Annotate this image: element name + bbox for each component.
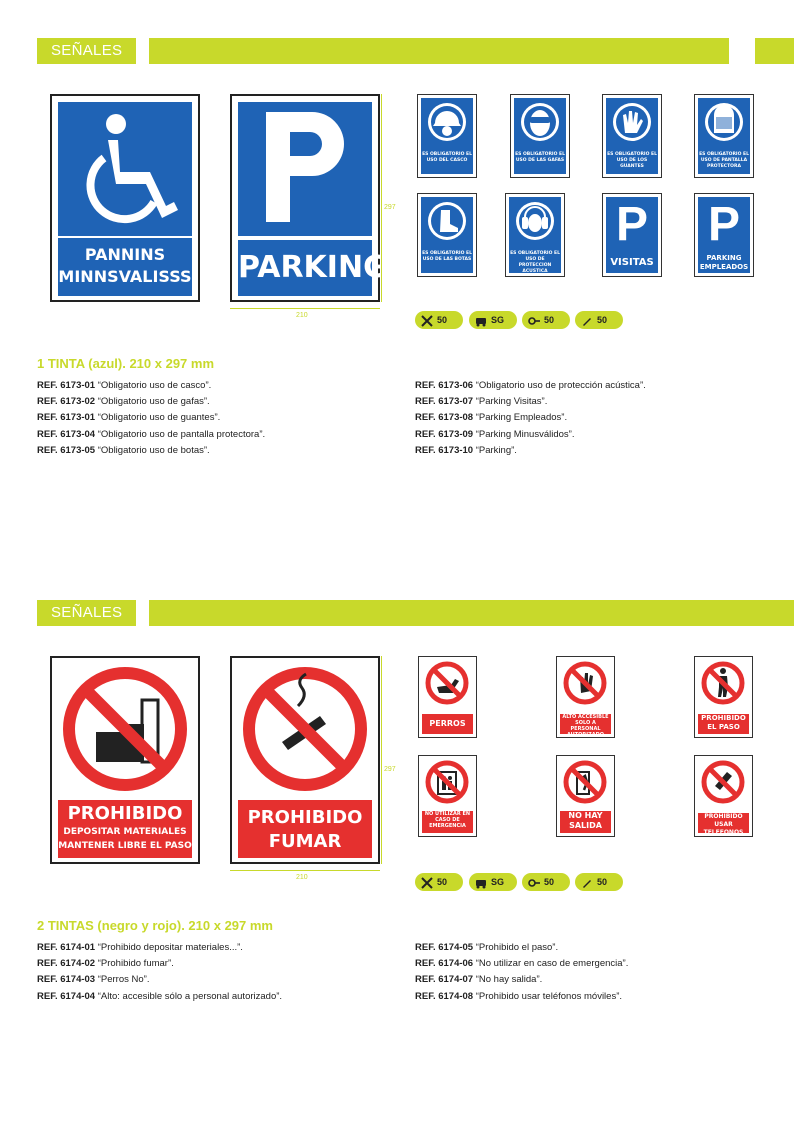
spec-pill: 50 [415, 873, 463, 891]
spec-pill: 50 [522, 873, 570, 891]
list-item: REF. 6174-04 “Alto: accesible sólo a personal autorizado”. [37, 990, 283, 1002]
mobile-phone-icon [701, 760, 745, 804]
pedestrian-icon [701, 661, 745, 705]
list-item: REF. 6173-04 “Obligatorio uso de pantalla protectora”. [37, 428, 266, 440]
key-icon [528, 877, 540, 889]
list-item: REF. 6174-01 “Prohibido depositar materiales...”. [37, 942, 243, 953]
small-sign-guantes: ES OBLIGATORIO EL USO DE LOS GUANTES [602, 94, 662, 178]
tools-icon [421, 877, 433, 889]
list-item: REF. 6173-09 “Parking Minusválidos”. [415, 428, 575, 440]
list-item: REF. 6174-05 “Prohibido el paso”. [415, 942, 559, 953]
list-item: REF. 6173-06 “Obligatorio uso de protección acústica”. [415, 380, 646, 391]
sign-prohibido-fumar [230, 656, 380, 864]
list-item: REF. 6174-07 “No hay salida”. [415, 974, 543, 986]
letter-p-icon [260, 108, 352, 226]
small-sign-perros-no: PERROS NO [418, 656, 477, 738]
section-tag: SEÑALES [37, 600, 136, 626]
sign-parking-minusvalidos [50, 94, 200, 302]
spec-pill: 50 [575, 873, 623, 891]
small-sign-botas: ES OBLIGATORIO EL USO DE LAS BOTAS [417, 193, 477, 277]
sign-line: PARKING [238, 240, 372, 296]
tools-icon [421, 315, 433, 327]
list-item: REF. 6173-01 “Obligatorio uso de casco”. [37, 380, 212, 391]
dimension-width: 210 [296, 312, 308, 319]
small-sign-alto: ALTO ACCESIBLE SOLO A PERSONAL AUTORIZADO [556, 656, 615, 738]
list-item: REF. 6173-08 “Parking Empleados”. [415, 412, 568, 424]
door-icon [563, 760, 607, 804]
truck-icon [475, 877, 487, 889]
marker-icon [581, 315, 593, 327]
goggles-icon [519, 101, 561, 143]
face-shield-icon [703, 101, 745, 143]
no-smoking-icon [242, 666, 368, 792]
sign-line: FUMAR [268, 831, 342, 852]
list-item: REF. 6173-10 “Parking”. [415, 444, 517, 456]
small-sign-moviles: PROHIBIDO USAR TELEFONOS MOVILES [694, 755, 753, 837]
small-sign-visitas: P VISITAS [602, 193, 662, 277]
ear-protection-icon [514, 200, 556, 242]
dimension-width: 210 [296, 874, 308, 881]
small-sign-parking-empleados: P PARKING EMPLEADOS [694, 193, 754, 277]
small-sign-gafas: ES OBLIGATORIO EL USO DE LAS GAFAS [510, 94, 570, 178]
gloves-icon [611, 101, 653, 143]
list-item: REF. 6174-06 “No utilizar en caso de emergencia”. [415, 958, 629, 970]
sign-line: PANNINS [84, 245, 166, 264]
list-item: REF. 6173-02 “Obligatorio uso de gafas”. [37, 396, 210, 408]
small-sign-no-utilizar: NO UTILIZAR EN CASO DE EMERGENCIA [418, 755, 477, 837]
wheelchair-icon [74, 110, 184, 228]
marker-icon [581, 877, 593, 889]
letter-p-icon: P [707, 198, 740, 251]
section-tag: SEÑALES [37, 38, 136, 64]
list-item: REF. 6174-08 “Prohibido usar teléfonos móviles”. [415, 990, 622, 1002]
small-sign-pantalla: ES OBLIGATORIO EL USO DE PANTALLA PROTECTORA [694, 94, 754, 178]
no-deposit-icon [62, 666, 188, 792]
helmet-icon [426, 101, 468, 143]
dimension-height: 297 [384, 766, 396, 773]
section-bar [149, 600, 794, 626]
list-item: REF. 6173-07 “Parking Visitas”. [415, 396, 548, 408]
section-heading: 2 TINTAS (negro y rojo). 210 x 297 mm [37, 918, 273, 933]
sign-line: MANTENER LIBRE EL PASO [58, 841, 192, 851]
section-bar-end [755, 38, 794, 64]
list-item: REF. 6173-05 “Obligatorio uso de botas”. [37, 444, 210, 456]
sign-line: DEPOSITAR MATERIALES [63, 827, 187, 837]
small-sign-acustica: ES OBLIGATORIO EL USO DE PROTECCION ACUSTICA [505, 193, 565, 277]
sign-line: PROHIBIDO [67, 803, 183, 824]
spec-pill: 50 [575, 311, 623, 329]
sign-line: PROHIBIDO [247, 807, 363, 828]
dog-icon [425, 661, 469, 705]
spec-pill: 50 [415, 311, 463, 329]
section-heading: 1 TINTA (azul). 210 x 297 mm [37, 356, 215, 371]
section-bar [149, 38, 729, 64]
page-number: 10 [734, 43, 750, 58]
letter-p-icon: P [615, 198, 648, 251]
list-item: REF. 6173-01 “Obligatorio uso de guantes”. [37, 412, 221, 424]
reference-list-right [415, 940, 628, 1005]
small-sign-casco: ES OBLIGATORIO EL USO DEL CASCO [417, 94, 477, 178]
elevator-icon [425, 760, 469, 804]
reference-list-right [415, 378, 646, 459]
small-sign-no-hay-salida: NO HAY SALIDA [556, 755, 615, 837]
small-sign-prohibido-paso: PROHIBIDO EL PASO [694, 656, 753, 738]
spec-pill: SG [469, 311, 517, 329]
hand-stop-icon [563, 661, 607, 705]
truck-icon [475, 315, 487, 327]
dimension-height: 297 [384, 204, 396, 211]
sign-line: MINNSVALISSS [58, 267, 192, 286]
spec-pill: SG [469, 873, 517, 891]
reference-list-left [37, 940, 282, 1005]
sign-parking [230, 94, 388, 302]
boots-icon [426, 200, 468, 242]
list-item: REF. 6174-03 “Perros No”. [37, 974, 150, 986]
spec-pill: 50 [522, 311, 570, 329]
key-icon [528, 315, 540, 327]
list-item: REF. 6174-02 “Prohibido fumar”. [37, 958, 174, 970]
reference-list-left [37, 378, 265, 459]
sign-prohibido-depositar [50, 656, 200, 864]
